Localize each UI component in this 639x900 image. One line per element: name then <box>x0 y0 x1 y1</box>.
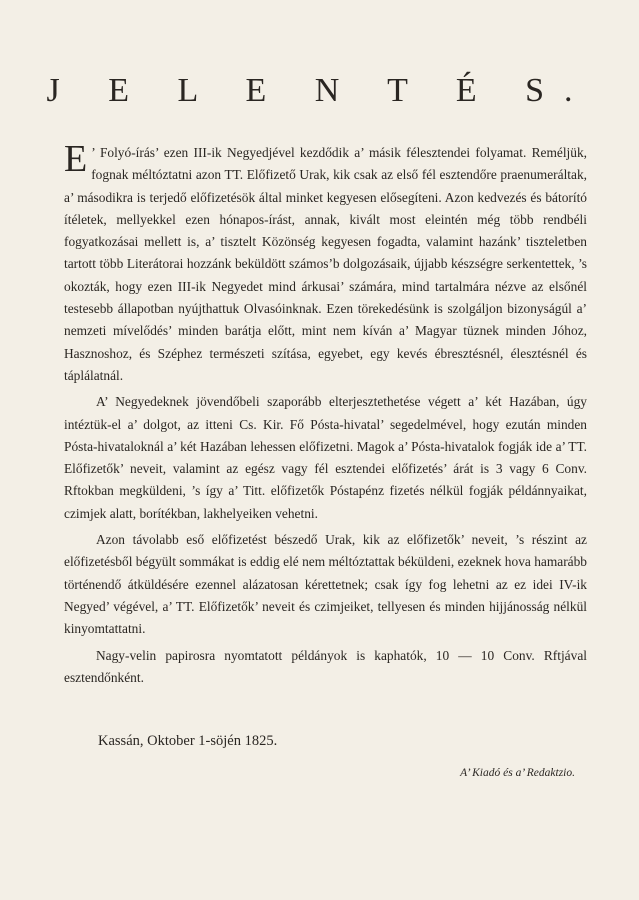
paragraph-2: A’ Negyedeknek jövendőbeli szaporább elterjesztethetése végett a’ két Hazában, úgy intéztük-el a’ dolgot, az itteni Cs. Kir. Fő Pósta-hivatal’ segedelmével, hogy ezután minden Pósta-hivataloknál a’ két Hazában lehessen előfizetni. Magok a’ Pósta-hivatalok fogják ide a’ TT. Előfizetők’ neveit, valamint az egész vagy fél esztendei előfizetés’ árát is 3 vagy 6 Conv. Rftokban megküldeni, ’s így a’ Titt. előfizetők Póstapénz fizetés nélkül fogják példánnyaikat, czimjek alatt, borítékban, lakhelyeiken vehetni. <box>64 394 587 521</box>
document-body <box>64 138 587 689</box>
signature: A’ Kiadó és a’ Redaktzio. <box>460 767 575 779</box>
paragraph-4: Nagy-velin papirosra nyomtatott példányok is kaphatók, 10 — 10 Conv. Rftjával esztendőnként. <box>64 647 587 685</box>
paragraph-1-text: ’ Folyó-írás’ ezen III-ik Negyedjével kezdődik a’ másik félesztendei folyamat. Reméljük, fognak méltóztatni azon TT. Előfizető Urak, kik csak az első fél esztendőre praenumeráltak, a’ másodikra is terjedő előfizetésök által minket kegyesen elősegíteni. Azon kedvezés és bátorító ítéletek, mellyekkel ezen hónapos-írást, annak, kivált most eleintén még több rendbéli fogyatkozásai mellett is, a’ tisztelt Közönség kegyesen fogadta, valamint hazánk’ tiszteletben tartott több Literátorai hozzánk beküldött számos’b dolgozásaik, újjabb készségre serkentettek, ’s okozták, hogy ezen III-ik Negyedet mind árkusai’ számára, mind tartalmára nézve az elsőnél testesebb állapotban nyújthattuk Olvasóinknak. Ezen törekedésünk is szolgáljon bizonyságúl a’ nemzeti mívelődés’ minden barátja előtt, mint nem kíván a’ Magyar tüznek minden Jóhoz, Hasznoshoz, és Széphez természeti szítása, egyebet, egy kevés ébresztésnél, élesztésnél és táplálatnál. <box>64 145 587 383</box>
paragraph-3: Azon távolabb eső előfizetést bészedő Urak, kik az előfizetők’ neveit, ’s részint az előfizetésből bégyült sommákat is eddig elé nem méltóztattak béküldeni, ezeknek hova hamarább történendő átküldésére ezennel alázatosan kérettetnek; csak így fog lehetni az ez idei IV-ik Negyed’ végével, a’ TT. Előfizetők’ neveit és czimjeiket, tellyesen és minden hijjánosság nélkül kinyomtattatni. <box>64 532 587 637</box>
document-title: J E L E N T É S. <box>46 72 593 109</box>
drop-cap: E <box>64 138 88 180</box>
dateline: Kassán, Oktober 1-söjén 1825. <box>98 733 278 749</box>
paragraph-1 <box>64 138 587 387</box>
